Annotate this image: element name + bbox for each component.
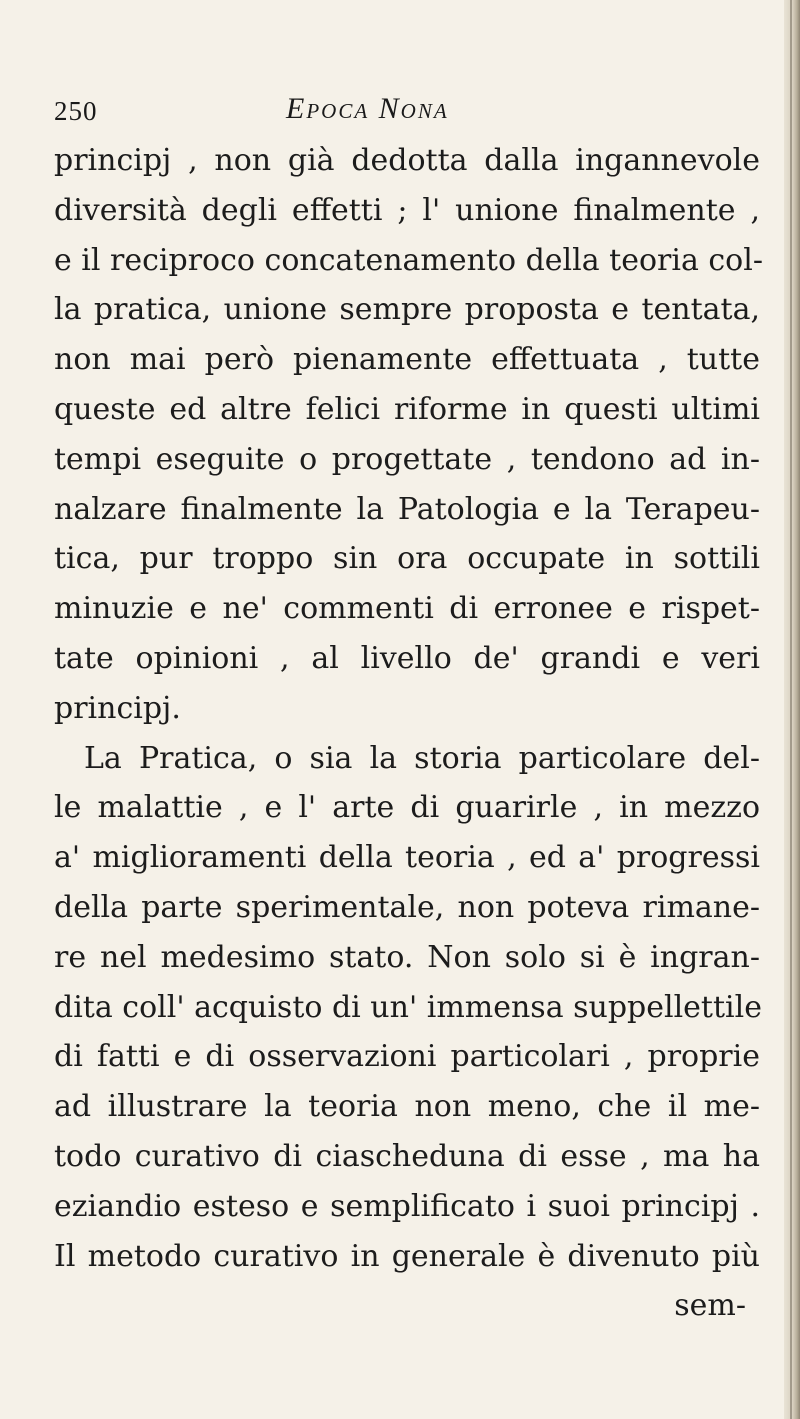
text-line: tica, pur troppo sin ora occupate in sottili: [54, 541, 760, 577]
text-line: la pratica, unione sempre proposta e tentata,: [54, 292, 760, 328]
text-line: queste ed altre felici riforme in questi ultimi: [54, 391, 760, 427]
text-line: eziandio esteso e semplificato i suoi principj .: [54, 1188, 760, 1224]
text-line: tate opinioni , al livello de' grandi e veri: [54, 640, 760, 676]
text-line: re nel medesimo stato. Non solo si è ingran-: [54, 939, 760, 975]
page-edge-shadow: [784, 0, 800, 1419]
text-line: diversità degli effetti ; l' unione finalmente ,: [54, 192, 760, 228]
text-line: Il metodo curativo in generale è divenuto più: [54, 1238, 760, 1274]
text-line: e il reciproco concatenamento della teoria col-: [54, 242, 763, 278]
text-line: di fatti e di osservazioni particolari , proprie: [54, 1039, 760, 1075]
page-number: 250: [54, 96, 98, 126]
page-header: [54, 92, 754, 132]
text-line: della parte sperimentale, non poteva rimane-: [54, 889, 760, 925]
page-edge-line: [790, 0, 792, 1419]
running-head: Epoca Nona: [286, 92, 449, 125]
text-line: a' miglioramenti della teoria , ed a' progressi: [54, 840, 760, 876]
paragraph-end-line: principj.: [54, 690, 181, 726]
text-line: principj , non già dedotta dalla ingannevole: [54, 143, 760, 178]
text-line: dita coll' acquisto di un' immensa suppellettile: [54, 989, 762, 1025]
text-line: non mai però pienamente effettuata , tutte: [54, 342, 760, 378]
text-line: minuzie e ne' commenti di erronee e rispet-: [54, 591, 760, 627]
paragraph-start-line: La Pratica, o sia la storia particolare del-: [84, 740, 760, 776]
text-line: todo curativo di ciascheduna di esse , ma ha: [54, 1138, 760, 1174]
catchword: sem-: [674, 1288, 746, 1324]
text-line: tempi eseguite o progettate , tendono ad in-: [54, 441, 760, 477]
text-line: le malattie , e l' arte di guarirle , in mezzo: [54, 790, 760, 826]
text-line: nalzare finalmente la Patologia e la Terapeu-: [54, 491, 760, 527]
body-text: [54, 136, 763, 1331]
text-line: ad illustrare la teoria non meno, che il me-: [54, 1089, 760, 1125]
